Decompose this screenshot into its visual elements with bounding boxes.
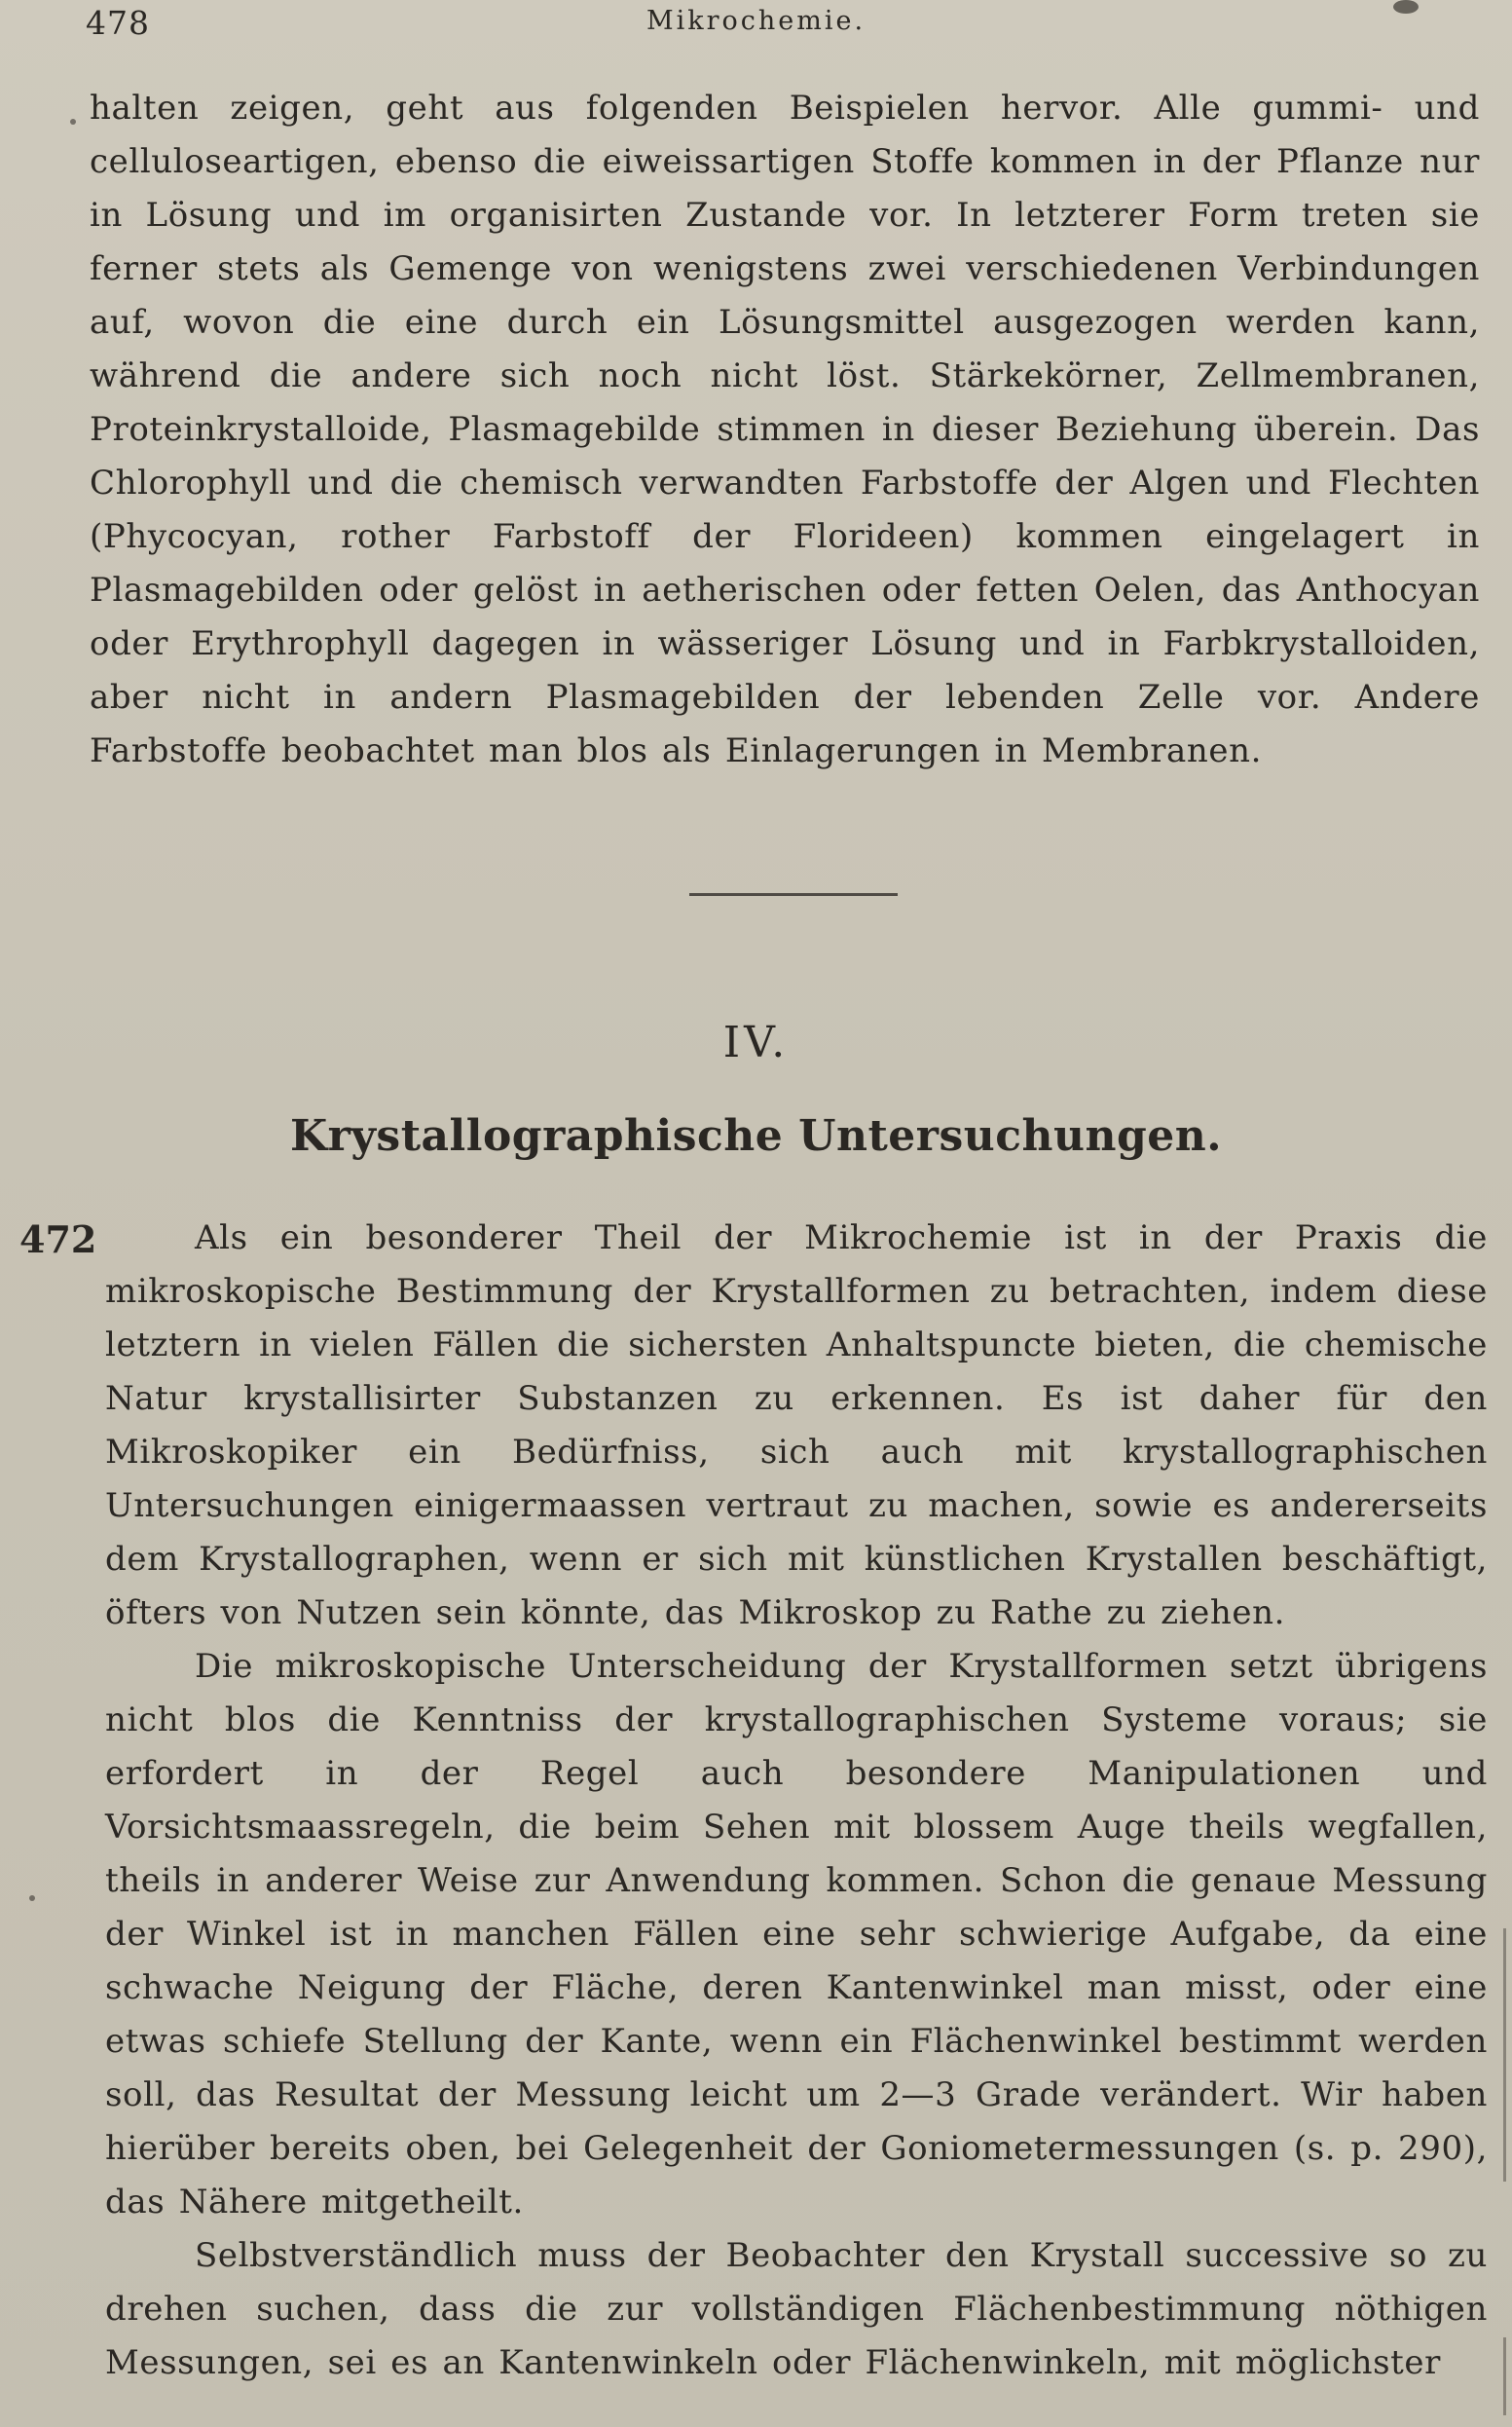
- page-number: 478: [86, 4, 150, 42]
- margin-speck: [70, 119, 76, 125]
- page-edge-shadow: [1503, 1928, 1506, 2182]
- body-paragraph-3: Selbstverständlich muss der Beobachter den Krystall successive so zu drehen suchen, dass die zur vollständigen Flächenbestimmung nöthigen Messungen, sei es an Kantenwinkeln oder Flächenwinkeln, mit möglichster: [105, 2236, 1488, 2382]
- running-title: Mikrochemie.: [645, 6, 867, 36]
- page-edge-shadow: [1503, 2337, 1506, 2415]
- chapter-title: Krystallographische Untersuchungen.: [289, 1111, 1223, 1161]
- margin-speck: [29, 1895, 35, 1901]
- section-divider: [689, 893, 898, 896]
- body-paragraph-2: Die mikroskopische Unterscheidung der Krystallformen setzt übrigens nicht blos die Kenntniss der krystallographischen Systeme voraus; sie erfordert in der Regel auch besondere Manipulationen und Vorsichtsmaassregeln, die beim Sehen mit blossem Auge theils wegfallen, theils in anderer Weise zur Anwendung kommen. Schon die genaue Messung der Winkel ist in manchen Fällen eine sehr schwierige Aufgabe, da eine schwache Neigung der Fläche, deren Kantenwinkel man misst, oder eine etwas schiefe Stellung der Kante, wenn ein Flächenwinkel bestimmt werden soll, das Resultat der Messung leicht um 2—3 Grade verändert. Wir haben hierüber bereits oben, bei Gelegenheit der Goniometermessungen (s. p. 290), das Nähere mitgetheilt.: [105, 1647, 1488, 2222]
- body-paragraph-1: Als ein besonderer Theil der Mikrochemie ist in der Praxis die mikroskopische Bestimmung der Krystallformen zu betrachten, indem diese letztern in vielen Fällen die sichersten Anhaltspuncte bieten, die chemische Natur krystallisirter Substanzen zu erkennen. Es ist daher für den Mikroskopiker ein Bedürfniss, sich auch mit krystallographischen Untersuchungen einigermaassen vertraut zu machen, sowie es andererseits dem Krystallographen, wenn er sich mit künstlichen Krystallen beschäftigt, öfters von Nutzen sein könnte, das Mikroskop zu Rathe zu ziehen.: [105, 1218, 1488, 1632]
- section-number: 472: [19, 1217, 97, 1261]
- previous-paragraph: halten zeigen, geht aus folgenden Beispielen hervor. Alle gummi- und celluloseartigen, ebenso die eiweissartigen Stoffe kommen in der Pflanze nur in Lösung und im organisirten Zustande vor. In letzterer Form treten sie ferner stets als Gemenge von wenigstens zwei verschiedenen Verbindungen auf, wovon die eine durch ein Lösungsmittel ausgezogen werden kann, während die andere sich noch nicht löst. Stärkekörner, Zellmembranen, Proteinkrystalloide, Plasmagebilde stimmen in dieser Beziehung überein. Das Chlorophyll und die chemisch verwandten Farbstoffe der Algen und Flechten (Phycocyan, rother Farbstoff der Florideen) kommen eingelagert in Plasmagebilden oder gelöst in aetherischen oder fetten Oelen, das Anthocyan oder Erythrophyll dagegen in wässeriger Lösung und in Farbkrystalloiden, aber nicht in andern Plasmagebilden der lebenden Zelle vor. Andere Farbstoffe beobachtet man blos als Einlagerungen in Membranen.: [90, 89, 1480, 770]
- section-body: [105, 1212, 1488, 2390]
- previous-section-text: [90, 82, 1480, 778]
- chapter-numeral: IV.: [722, 1018, 790, 1067]
- running-head: [86, 4, 1426, 43]
- ink-spot: [1393, 0, 1419, 14]
